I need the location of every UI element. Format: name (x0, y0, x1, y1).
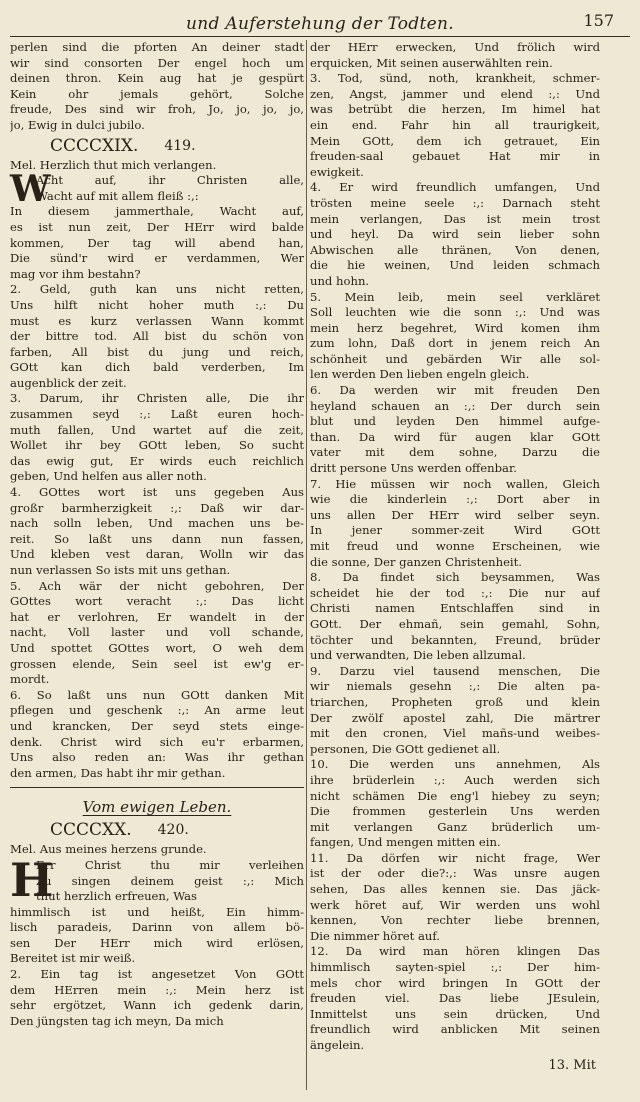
text-line: 12. Da wird man hören klingen Das (310, 944, 600, 959)
right-column-text (310, 40, 600, 1054)
text-line: thut herzlich erfreuen, Was (36, 889, 198, 904)
text-line: lisch paradeis, Darinn von allem bö- (10, 920, 304, 935)
text-line: Die sünd'r wird er verdammen, Wer (10, 251, 304, 266)
text-line: triarchen, Propheten groß und klein (310, 694, 600, 709)
text-line: Der zwölf apostel zahl, Die märtrer (310, 710, 600, 725)
text-line: ein end. Fahr hin all traurigkeit, (310, 117, 600, 132)
text-line: must es kurz verlassen Wann kommt (10, 313, 304, 328)
text-line: ewigkeit. (310, 164, 364, 179)
text-line: ihre brüderlein :,: Auch werden sich (310, 772, 600, 787)
text-line: farben, All bist du jung und reich, (10, 344, 304, 359)
text-line: freude, Des sind wir froh, Jo, jo, jo, jo, (10, 102, 304, 117)
text-line: zusammen seyd :,: Laßt euren hoch- (10, 407, 304, 422)
hymn-419-opening (10, 168, 304, 211)
text-line: 6. Da werden wir mit freuden Den (310, 383, 600, 398)
hymn-419-roman: CCCCXIX. (50, 135, 139, 156)
text-line: 7. Hie müssen wir noch wallen, Gleich (310, 476, 600, 491)
text-line: ängelein. (310, 1038, 365, 1052)
text-line: das ewig gut, Er wirds euch reichlich (10, 453, 304, 468)
text-line: die hie weinen, Und leiden schmach (310, 258, 600, 273)
text-line: Wacht auf mit allem fleiß :,: (36, 188, 199, 203)
text-line: denk. Christ wird sich eu'r erbarmen, (10, 734, 304, 749)
text-line: grossen elende, Sein seel ist ew'g er- (10, 656, 304, 671)
text-line: sen Der HErr mich wird erlösen, (10, 935, 304, 950)
text-line: Wollet ihr bey GOtt leben, So sucht (10, 438, 304, 453)
text-line: die sonne, Der ganzen Christenheit. (310, 554, 522, 569)
text-line: mels chor wird bringen In GOtt der (310, 975, 600, 990)
text-line: der bittre tod. All bist du schön von (10, 329, 304, 344)
hymn-420-roman: CCCCXX. (50, 820, 132, 841)
text-line: GOtt. Der ehmañ, sein gemahl, Sohn, (310, 616, 600, 631)
text-line: mein herz begehret, Wird komen ihm (310, 320, 600, 335)
text-line: Bereitet ist mir weiß. (10, 951, 136, 966)
hymn-420-melody: Mel. Aus meines herzens grunde. (10, 842, 207, 857)
text-line: kennen, Von rechter liebe brennen, (310, 913, 600, 928)
text-line: der HErr erwecken, Und frölich wird (310, 40, 600, 54)
text-line: GOtt kan dich bald verderben, Im (10, 360, 304, 375)
text-line: ist der oder die?:,: Was unsre augen (310, 866, 600, 881)
text-line: Und kleben vest daran, Wolln wir das (10, 547, 304, 562)
text-line: muth fallen, Und wartet auf die zeit, (10, 422, 304, 437)
text-line: augenblick der zeit. (10, 375, 127, 390)
hymn-420-arabic: 420. (157, 822, 189, 839)
text-line: zum lohn, Daß dort in jenem reich An (310, 336, 600, 351)
hymn-419-melody: Mel. Herzlich thut mich verlangen. (10, 157, 217, 172)
text-line: erquicken, Mit seinen auserwählten rein. (310, 55, 553, 70)
column-divider (306, 40, 307, 1090)
text-line: wir niemals gesehn :,: Die alten pa- (310, 679, 600, 694)
text-line: zen, Angst, jammer und elend :,: Und (310, 86, 600, 101)
text-line: Uns also reden an: Was ihr gethan (10, 750, 304, 765)
text-line: len werden Den lieben engeln gleich. (310, 367, 530, 382)
text-line: 5. Ach wär der nicht gebohren, Der (10, 578, 304, 593)
text-line: freuden viel. Das liebe JEsulein, (310, 991, 600, 1006)
text-line: than. Da wird für augen klar GOtt (310, 429, 600, 444)
text-line: himmlisch sayten-spiel :,: Der him- (310, 960, 600, 975)
right-column (310, 40, 600, 1073)
text-line: 5. Mein leib, mein seel verkläret (310, 289, 600, 304)
text-line: nach solln leben, Und machen uns be- (10, 516, 304, 531)
hymn-419-heading (10, 134, 304, 158)
catchword: 13. Mit (548, 1057, 596, 1073)
text-line: nacht, Voll laster und voll schande, (10, 625, 304, 640)
text-line: 4. Er wird freundlich umfangen, Und (310, 180, 600, 195)
text-line: mit den cronen, Viel mañs-und weibes- (310, 726, 600, 741)
page-number: 157 (583, 11, 614, 30)
hymn-419-arabic: 419. (164, 137, 196, 154)
text-line: trösten meine seele :,: Darnach steht (310, 195, 600, 210)
running-title: und Auferstehung der Todten. (186, 14, 454, 34)
hymn-420-dropcap: H (10, 852, 54, 907)
text-line: personen, Die GOtt gedienet all. (310, 741, 501, 756)
text-line: hat er verlohren, Er wandelt in der (10, 609, 304, 624)
text-line: und hohn. (310, 273, 370, 288)
text-line: Den jüngsten tag ich meyn, Da mich (10, 1013, 224, 1028)
text-line: Acht auf, ihr Christen alle, (36, 173, 304, 188)
section-rule (10, 787, 304, 788)
text-line: freundlich wird anblicken Mit seinen (310, 1022, 600, 1037)
text-line: Abwischen alle thränen, Von denen, (310, 242, 600, 257)
text-line: großr barmherzigkeit :,: Daß wir dar- (10, 500, 304, 515)
text-line: 3. Tod, sünd, noth, krankheit, schmer- (310, 71, 600, 86)
text-line: Inmittelst uns sein drücken, Und (310, 1006, 600, 1021)
text-line: Uns hilft nicht hoher muth :,: Du (10, 297, 304, 312)
text-line: 2. Geld, guth kan uns nicht retten, (10, 282, 304, 297)
text-line: uns allen Der HErr wird selber seyn. (310, 507, 600, 522)
text-line: sehen, Das alles kennen sie. Das jäck- (310, 882, 600, 897)
text-line: und heyl. Da wird sein lieber sohn (310, 227, 600, 242)
text-line: 6. So laßt uns nun GOtt danken Mit (10, 687, 304, 702)
text-line: nun verlassen So ists mit uns gethan. (10, 563, 231, 577)
text-line: wie die kinderlein :,: Dort aber in (310, 492, 600, 507)
text-line: pflegen und geschenk :,: An arme leut (10, 703, 304, 718)
text-line: Zu singen deinem geist :,: Mich (36, 873, 304, 888)
text-line: Und spottet GOttes wort, O weh dem (10, 640, 304, 655)
page-header (12, 4, 628, 34)
continuation-text (10, 40, 304, 134)
text-line: fangen, Und mengen mitten ein. (310, 835, 501, 850)
text-line: Kein ohr jemals gehört, Solche (10, 86, 304, 101)
text-line: 3. Darum, ihr Christen alle, Die ihr (10, 391, 304, 406)
hymn-419-dropcap: W (10, 168, 51, 211)
text-line: perlen sind die pforten An deiner stadt (10, 40, 304, 54)
text-line: nicht schämen Die eng'l hiebey zu seyn; (310, 788, 600, 803)
text-line: wir sind consorten Der engel hoch um (10, 55, 304, 70)
text-line: reit. So laßt uns dann nun fassen, (10, 531, 304, 546)
header-rule (10, 36, 630, 37)
left-column (10, 40, 304, 1029)
text-line: mordt. (10, 672, 50, 687)
text-line: mag vor ihm bestahn? (10, 266, 141, 281)
text-line: 10. Die werden uns annehmen, Als (310, 757, 600, 772)
text-line: was betrübt die herzen, Im himel hat (310, 102, 600, 117)
hymn-419-first-lines (10, 168, 304, 211)
text-line: freuden-saal gebauet Hat mir in (310, 149, 600, 164)
text-line: Err Christ thu mir verleihen (36, 857, 304, 872)
text-line: deinen thron. Kein aug hat je gespürt (10, 71, 304, 86)
hymn-420-opening (10, 852, 304, 907)
hymn-420-heading (10, 818, 304, 842)
section-title: Vom ewigen Leben. (82, 798, 232, 817)
hymn-420-first-lines (10, 852, 304, 907)
text-line: scheidet hie der tod :,: Die nur auf (310, 585, 600, 600)
text-line: und verwandten, Die leben allzumal. (310, 648, 526, 663)
text-line: den armen, Das habt ihr mir gethan. (10, 765, 226, 780)
text-line: Mein GOtt, dem ich getrauet, Ein (310, 133, 600, 148)
text-line: In jener sommer-zeit Wird GOtt (310, 523, 600, 538)
text-line: werk höret auf, Wir werden uns wohl (310, 897, 600, 912)
text-line: Die frommen gesterlein Uns werden (310, 804, 600, 819)
text-line: 9. Darzu viel tausend menschen, Die (310, 663, 600, 678)
text-line: dem HErren mein :,: Mein herz ist (10, 982, 304, 997)
hymn-419-text (10, 204, 304, 781)
text-line: kommen, Der tag will abend han, (10, 235, 304, 250)
text-line: heyland schauen an :,: Der durch sein (310, 398, 600, 413)
text-line: Christi namen Entschlaffen sind in (310, 601, 600, 616)
text-line: mein verlangen, Das ist mein trost (310, 211, 600, 226)
text-line: GOttes wort veracht :,: Das licht (10, 594, 304, 609)
text-line: sehr ergötzet, Wann ich gedenk darin, (10, 998, 304, 1013)
text-line: schönheit und gebärden Wir alle sol- (310, 351, 600, 366)
text-line: es ist nun zeit, Der HErr wird balde (10, 219, 304, 234)
text-line: Die nimmer höret auf. (310, 928, 440, 943)
hymn-420-text (10, 905, 304, 1030)
text-line: himmlisch ist und heißt, Ein himm- (10, 904, 304, 919)
text-line: jo, Ewig in dulci jubilo. (10, 117, 145, 132)
text-line: Soll leuchten wie die sonn :,: Und was (310, 305, 600, 320)
text-line: geben, Und helfen aus aller noth. (10, 469, 207, 484)
text-line: In diesem jammerthale, Wacht auf, (10, 204, 304, 219)
text-line: 2. Ein tag ist angesetzet Von GOtt (10, 967, 304, 982)
text-line: mit verlangen Ganz brüderlich um- (310, 819, 600, 834)
text-line: 8. Da findet sich beysammen, Was (310, 570, 600, 585)
text-line: dritt persone Uns werden offenbar. (310, 461, 517, 476)
text-line: 4. GOttes wort ist uns gegeben Aus (10, 485, 304, 500)
text-line: und krancken, Der seyd stets einge- (10, 718, 304, 733)
text-line: 11. Da dörfen wir nicht frage, Wer (310, 850, 600, 865)
text-line: mit freud und wonne Erscheinen, wie (310, 539, 600, 553)
text-line: töchter und bekannten, Freund, brüder (310, 632, 600, 647)
text-line: blut und leyden Den himmel aufge- (310, 414, 600, 429)
text-line: vater mit dem sohne, Darzu die (310, 445, 600, 460)
